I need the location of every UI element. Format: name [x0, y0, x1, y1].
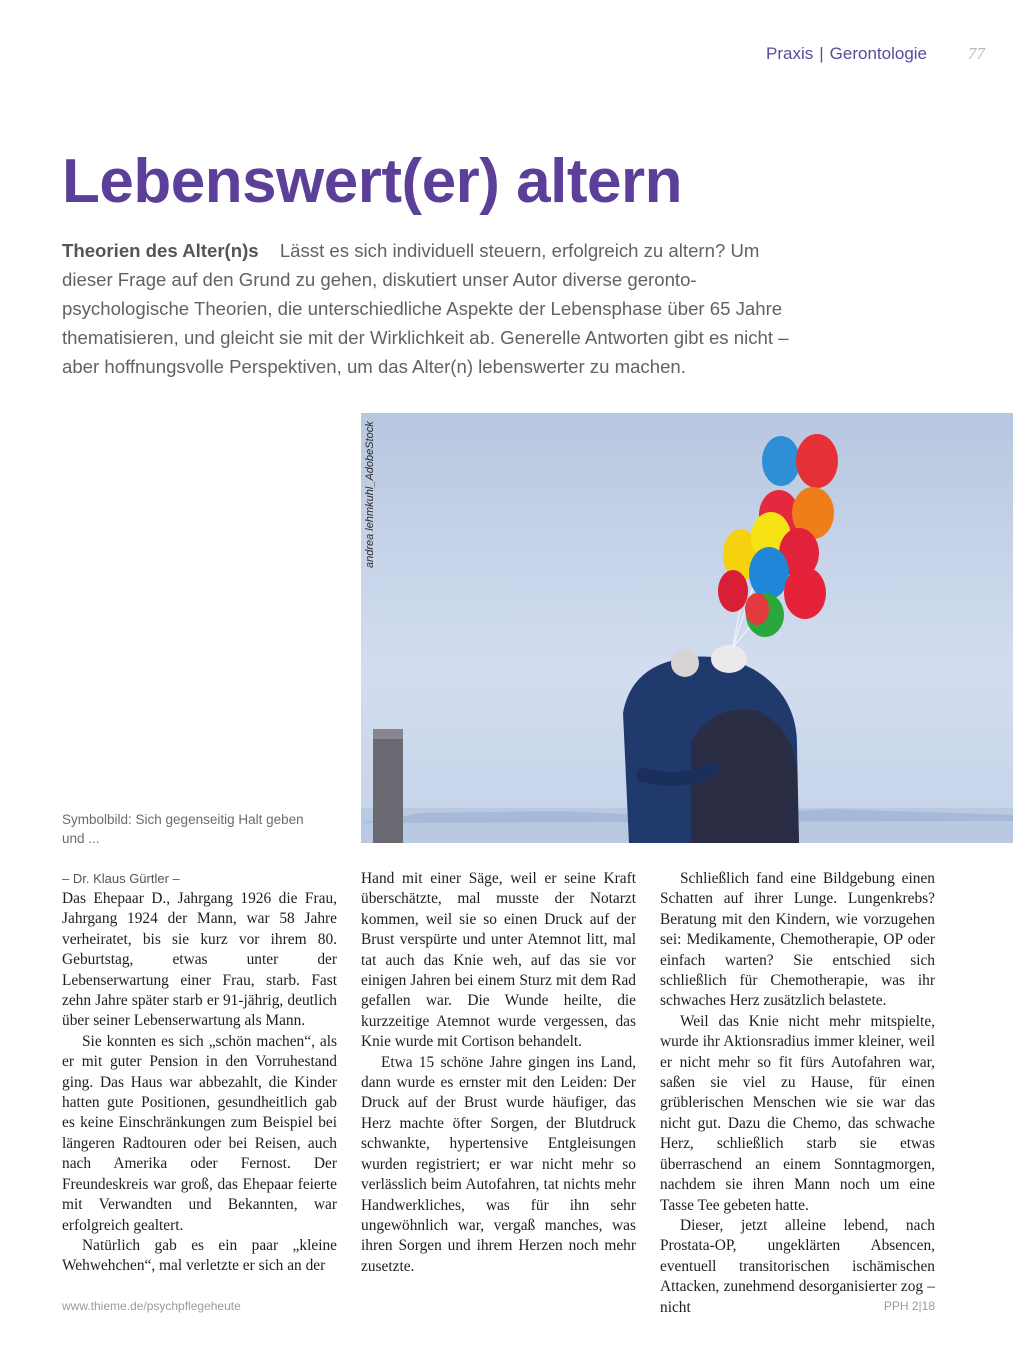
balloons-couple-image: [361, 413, 1013, 843]
article-title: Lebenswert(er) altern: [62, 147, 683, 216]
photo-caption: Symbolbild: Sich gegenseitig Halt geben und ...: [62, 812, 304, 846]
page-number: 77: [968, 44, 985, 63]
paragraph: Schließlich fand eine Bildgebung einen Schatten auf ihrer Lunge. Lungenkrebs? Beratung mit den Kindern, wie vorzugehen sei: Medikamente, Chemotherapie, OP oder einfach warten? Sie entschied sich schließlich für Chemotherapie, was ihr schwaches Herz zusätzlich belastete.: [660, 870, 935, 1010]
running-header: [766, 44, 927, 64]
header-section: Praxis: [766, 44, 814, 63]
header-topic: Gerontologie: [829, 44, 927, 63]
paragraph: Weil das Knie nicht mehr mitspielte, wurde ihr Aktionsradius immer kleiner, weil er nicht mehr so fit fürs Autofahren war, saßen sie viel zu Hause, für einen grüblerischen Menschen wie sie war das nicht gut. Dazu die Chemo, das schwache Herz, schließlich starb sie etwas überraschend an einem Sonntagmorgen, nachdem sie ihren Mann noch um eine Tasse Tee gebeten hatte.: [660, 1012, 935, 1214]
paragraph: Das Ehepaar D., Jahrgang 1926 die Frau, Jahrgang 1924 der Mann, war 58 Jahre verheiratet, bis sie kurz vor ihrem 80. Geburtstag, etwas unter der Lebenserwartung einer Frau, starb. Fast zehn Jahre später starb er 91-jährig, deutlich über seiner Lebenserwartung als Mann.: [62, 890, 337, 1030]
article-photo: [361, 413, 1013, 843]
footer-url: www.thieme.de/psychpflegeheute: [62, 1299, 241, 1313]
paragraph: Dieser, jetzt alleine lebend, nach Prostata-OP, ungeklärten Absencen, eventuell transitorischen ischämischen Attacken, zunehmend desorganisierter zog – nicht: [660, 1216, 935, 1316]
text-column-2: [361, 869, 636, 1277]
lead-text: Lässt es sich individuell steuern, erfolgreich zu altern? Um dieser Frage auf den Grund zu gehen, diskutiert unser Autor diverse geronto-psychologische Theorien, die unterschiedliche Aspekte der Lebensphase über 65 Jahre thematisieren, und gleicht sie mit der Wirklichkeit ab. Generelle Antworten gibt es nicht – aber hoffnungsvolle Perspektiven, um das Alter(n) lebenswerter zu machen.: [62, 240, 789, 377]
text-column-3: [660, 869, 935, 1318]
paragraph: Sie konnten es sich „schön machen“, als er mit guter Pension in den Vorruhestand ging. Das Haus war abbezahlt, die Kinder hatten gute Positionen, gesundheitlich gab es keine Einschränkungen zum Beispiel bei längeren Radtouren oder bei Reisen, auch nach Amerika oder Fernost. Der Freundeskreis war groß, das Ehepaar feierte mit Verwandten und Bekannten, war erfolgreich gealtert.: [62, 1032, 337, 1234]
paragraph: Etwa 15 schöne Jahre gingen ins Land, dann wurde es ernster mit den Leiden: Der Druck auf der Brust wurde häufiger, das Herz machte öfter Sorgen, der Blutdruck schwankte, hypertensive Entgleisungen wurden registriert; er war nicht mehr so verlässlich beim Autofahren, tat nichts mehr Handwerkliches, was für ihn sehr ungewöhnlich war, vergaß manches, was ihren Sorgen und ihrem Herzen noch mehr zusetzte.: [361, 1053, 636, 1275]
lead-kicker: Theorien des Alter(n)s: [62, 240, 259, 261]
header-separator: |: [819, 44, 824, 63]
author-line: – Dr. Klaus Gürtler –: [62, 871, 180, 886]
photo-credit: andrea lehmkuhl_AdobeStock: [364, 421, 376, 568]
paragraph: Hand mit einer Säge, weil er seine Kraft überschätzte, mal musste der Notarzt kommen, weil sie so einen Druck auf der Brust verspürte und unter Atemnot litt, mal tat auch das Knie weh, auf das sie vor einigen Jahren bei einem Sturz mit dem Rad gefallen war. Die Wunde heilte, die kurzzeitige Atemnot wurde vergessen, das Knie wurde mit Cortison behandelt.: [361, 870, 636, 1051]
article-lead: [62, 236, 802, 381]
footer-issue: PPH 2|18: [883, 1299, 935, 1313]
text-column-1: [62, 869, 337, 1277]
paragraph: Natürlich gab es ein paar „kleine Wehwehchen“, mal verletzte er sich an der: [62, 1236, 337, 1275]
